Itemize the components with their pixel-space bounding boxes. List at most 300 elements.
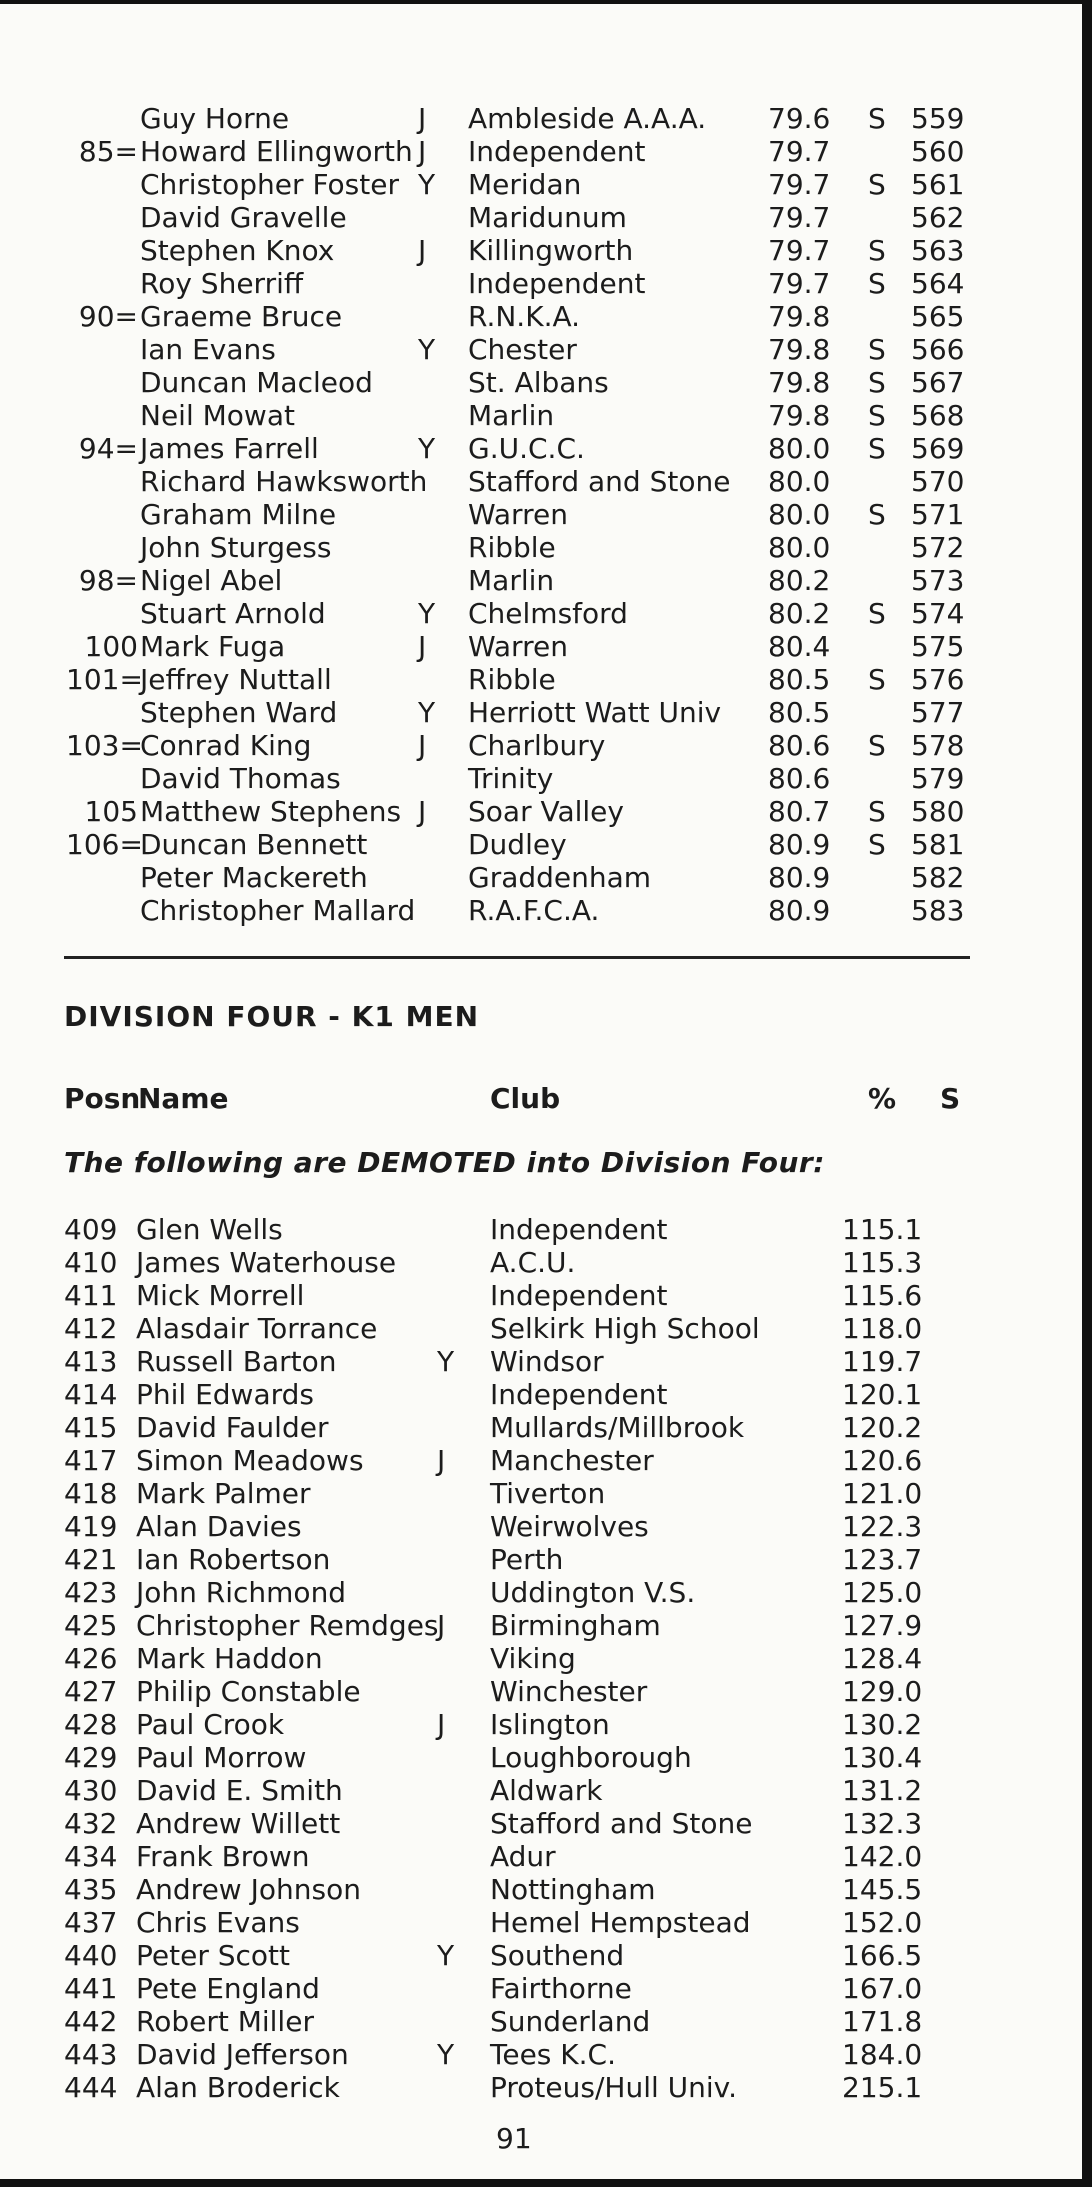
cell-name: James Waterhouse [136, 1246, 397, 1279]
cell-club: Mullards/Millbrook [490, 1411, 745, 1444]
cell-pos: 442 [64, 2005, 118, 2038]
cell-pct: 115.1 [842, 1213, 923, 1246]
cell-club: Independent [490, 1378, 668, 1411]
cell-club: Warren [468, 498, 568, 531]
page-bottom-edge [0, 2179, 1092, 2187]
cell-pct: 123.7 [842, 1543, 923, 1576]
cell-cat: J [418, 234, 427, 267]
cell-club: Hemel Hempstead [490, 1906, 751, 1939]
cell-num: 569 [911, 432, 965, 465]
cell-club: Herriott Watt Univ [468, 696, 722, 729]
cell-pct: 79.8 [768, 366, 831, 399]
cell-pos: 414 [64, 1378, 118, 1411]
table-row [0, 1873, 1080, 1907]
cell-club: Ribble [468, 663, 556, 696]
table-row [0, 1972, 1080, 2006]
table-row [0, 366, 1080, 400]
cell-club: Independent [490, 1279, 668, 1312]
column-header-club: Club [490, 1082, 561, 1115]
cell-name: Mark Fuga [140, 630, 286, 663]
table-row [0, 861, 1080, 895]
cell-s: S [868, 729, 886, 762]
cell-cat: Y [418, 696, 436, 729]
cell-cat: Y [418, 597, 436, 630]
cell-pct: 79.8 [768, 300, 831, 333]
table-row [0, 2038, 1080, 2072]
cell-num: 572 [911, 531, 965, 564]
cell-pct: 215.1 [842, 2071, 923, 2104]
cell-name: Christopher Foster [140, 168, 399, 201]
table-row [0, 1510, 1080, 1544]
cell-cat: Y [418, 432, 436, 465]
table-row [0, 564, 1080, 598]
cell-pos: 425 [64, 1609, 118, 1642]
cell-pct: 80.0 [768, 498, 831, 531]
cell-name: Howard Ellingworth [140, 135, 413, 168]
cell-name: Chris Evans [136, 1906, 300, 1939]
cell-pos: 98= [78, 564, 138, 597]
cell-cat: J [418, 795, 427, 828]
cell-cat: J [437, 1444, 446, 1477]
cell-pct: 80.7 [768, 795, 831, 828]
cell-pct: 79.6 [768, 102, 831, 135]
table-row [0, 1576, 1080, 1610]
cell-pos: 103= [66, 729, 143, 762]
cell-pct: 130.2 [842, 1708, 923, 1741]
table-row [0, 1378, 1080, 1412]
cell-club: G.U.C.C. [468, 432, 585, 465]
cell-num: 559 [911, 102, 965, 135]
cell-name: David Faulder [136, 1411, 329, 1444]
cell-name: Frank Brown [136, 1840, 310, 1873]
cell-pct: 119.7 [842, 1345, 923, 1378]
cell-name: David Gravelle [140, 201, 347, 234]
cell-club: R.N.K.A. [468, 300, 581, 333]
table-row [0, 1642, 1080, 1676]
cell-club: Uddington V.S. [490, 1576, 696, 1609]
table-row [0, 1312, 1080, 1346]
cell-name: David Thomas [140, 762, 341, 795]
cell-club: Ribble [468, 531, 556, 564]
cell-pos: 85= [78, 135, 138, 168]
column-header-percent: % [868, 1082, 897, 1115]
cell-num: 579 [911, 762, 965, 795]
cell-club: Perth [490, 1543, 564, 1576]
cell-cat: J [418, 630, 427, 663]
cell-num: 564 [911, 267, 965, 300]
cell-num: 575 [911, 630, 965, 663]
cell-pct: 80.6 [768, 762, 831, 795]
cell-name: Nigel Abel [140, 564, 283, 597]
cell-pct: 118.0 [842, 1312, 923, 1345]
cell-club: Soar Valley [468, 795, 624, 828]
cell-pos: 435 [64, 1873, 118, 1906]
table-row [0, 1543, 1080, 1577]
cell-num: 571 [911, 498, 965, 531]
table-row [0, 432, 1080, 466]
cell-name: Stuart Arnold [140, 597, 326, 630]
cell-name: Phil Edwards [136, 1378, 314, 1411]
cell-pct: 131.2 [842, 1774, 923, 1807]
cell-name: Neil Mowat [140, 399, 295, 432]
cell-pos: 418 [64, 1477, 118, 1510]
cell-name: Paul Crook [136, 1708, 285, 1741]
table-row [0, 333, 1080, 367]
cell-name: Alan Broderick [136, 2071, 340, 2104]
cell-cat: J [418, 102, 427, 135]
cell-pct: 79.7 [768, 267, 831, 300]
cell-name: Peter Mackereth [140, 861, 368, 894]
cell-pct: 120.1 [842, 1378, 923, 1411]
table-row [0, 2071, 1080, 2105]
cell-pos: 437 [64, 1906, 118, 1939]
table-row [0, 399, 1080, 433]
cell-s: S [868, 267, 886, 300]
cell-pct: 120.6 [842, 1444, 923, 1477]
column-header-posn: Posn [64, 1082, 141, 1115]
table-row [0, 729, 1080, 763]
cell-pos: 434 [64, 1840, 118, 1873]
table-row [0, 1213, 1080, 1247]
cell-club: Fairthorne [490, 1972, 632, 2005]
cell-name: Stephen Knox [140, 234, 335, 267]
cell-s: S [868, 597, 886, 630]
cell-num: 565 [911, 300, 965, 333]
cell-club: Maridunum [468, 201, 627, 234]
cell-name: Pete England [136, 1972, 320, 2005]
section-divider [64, 956, 970, 959]
cell-pos: 423 [64, 1576, 118, 1609]
cell-pos: 426 [64, 1642, 118, 1675]
cell-club: R.A.F.C.A. [468, 894, 600, 927]
cell-pos: 101= [66, 663, 143, 696]
cell-s: S [868, 663, 886, 696]
cell-name: James Farrell [140, 432, 319, 465]
cell-pct: 142.0 [842, 1840, 923, 1873]
cell-club: Nottingham [490, 1873, 656, 1906]
table-row [0, 267, 1080, 301]
page-top-edge [0, 0, 1092, 4]
cell-pct: 80.5 [768, 663, 831, 696]
cell-club: Islington [490, 1708, 610, 1741]
table-row [0, 1741, 1080, 1775]
cell-name: Glen Wells [136, 1213, 283, 1246]
cell-pos: 428 [64, 1708, 118, 1741]
cell-pos: 432 [64, 1807, 118, 1840]
cell-club: Birmingham [490, 1609, 661, 1642]
cell-cat: Y [418, 333, 436, 366]
cell-pct: 80.4 [768, 630, 831, 663]
cell-pos: 415 [64, 1411, 118, 1444]
cell-pct: 80.2 [768, 597, 831, 630]
cell-pct: 79.7 [768, 168, 831, 201]
cell-s: S [868, 102, 886, 135]
cell-name: Ian Robertson [136, 1543, 331, 1576]
cell-s: S [868, 828, 886, 861]
cell-cat: Y [437, 1939, 455, 1972]
cell-club: Selkirk High School [490, 1312, 760, 1345]
cell-cat: Y [437, 2038, 455, 2071]
table-row [0, 1609, 1080, 1643]
cell-club: Weirwolves [490, 1510, 649, 1543]
cell-name: Conrad King [140, 729, 312, 762]
cell-club: Aldwark [490, 1774, 603, 1807]
cell-num: 574 [911, 597, 965, 630]
cell-name: Peter Scott [136, 1939, 290, 1972]
cell-pct: 80.9 [768, 828, 831, 861]
table-row [0, 300, 1080, 334]
cell-pos: 94= [78, 432, 138, 465]
cell-num: 568 [911, 399, 965, 432]
cell-club: Stafford and Stone [490, 1807, 753, 1840]
cell-s: S [868, 432, 886, 465]
table-row [0, 696, 1080, 730]
cell-num: 562 [911, 201, 965, 234]
table-row [0, 1906, 1080, 1940]
cell-name: Ian Evans [140, 333, 276, 366]
cell-num: 578 [911, 729, 965, 762]
cell-pct: 145.5 [842, 1873, 923, 1906]
cell-pct: 171.8 [842, 2005, 923, 2038]
cell-num: 583 [911, 894, 965, 927]
cell-name: Duncan Macleod [140, 366, 373, 399]
cell-cat: J [418, 729, 427, 762]
cell-pct: 130.4 [842, 1741, 923, 1774]
cell-club: Loughborough [490, 1741, 692, 1774]
cell-s: S [868, 399, 886, 432]
cell-club: Chelmsford [468, 597, 628, 630]
cell-cat: J [437, 1708, 446, 1741]
cell-pct: 80.0 [768, 531, 831, 564]
cell-s: S [868, 366, 886, 399]
cell-name: Richard Hawksworth [140, 465, 428, 498]
table-row [0, 465, 1080, 499]
cell-name: John Richmond [136, 1576, 347, 1609]
cell-club: St. Albans [468, 366, 609, 399]
cell-pos: 444 [64, 2071, 118, 2104]
table-row [0, 2005, 1080, 2039]
cell-club: Southend [490, 1939, 625, 1972]
cell-club: Tees K.C. [490, 2038, 616, 2071]
column-header-s: S [940, 1082, 961, 1115]
cell-pos: 429 [64, 1741, 118, 1774]
table-row [0, 1939, 1080, 1973]
cell-club: A.C.U. [490, 1246, 576, 1279]
cell-club: Tiverton [490, 1477, 606, 1510]
table-row [0, 762, 1080, 796]
cell-s: S [868, 333, 886, 366]
table-row [0, 1807, 1080, 1841]
cell-club: Ambleside A.A.A. [468, 102, 707, 135]
table-row [0, 1411, 1080, 1445]
cell-num: 570 [911, 465, 965, 498]
cell-pct: 80.2 [768, 564, 831, 597]
cell-pct: 122.3 [842, 1510, 923, 1543]
table-row [0, 1774, 1080, 1808]
cell-s: S [868, 498, 886, 531]
cell-num: 560 [911, 135, 965, 168]
cell-club: Warren [468, 630, 568, 663]
cell-name: Christopher Mallard [140, 894, 416, 927]
cell-name: David E. Smith [136, 1774, 343, 1807]
cell-num: 573 [911, 564, 965, 597]
cell-pos: 106= [66, 828, 143, 861]
cell-num: 563 [911, 234, 965, 267]
table-row [0, 1279, 1080, 1313]
cell-pos: 413 [64, 1345, 118, 1378]
cell-num: 577 [911, 696, 965, 729]
cell-name: Andrew Willett [136, 1807, 341, 1840]
cell-pct: 167.0 [842, 1972, 923, 2005]
table-row [0, 1345, 1080, 1379]
cell-num: 582 [911, 861, 965, 894]
cell-pct: 129.0 [842, 1675, 923, 1708]
table-row [0, 597, 1080, 631]
cell-club: Marlin [468, 399, 555, 432]
cell-pos: 441 [64, 1972, 118, 2005]
cell-name: Graeme Bruce [140, 300, 343, 333]
cell-pct: 125.0 [842, 1576, 923, 1609]
demoted-subtitle: The following are DEMOTED into Division Four: [64, 1146, 825, 1179]
cell-pct: 132.3 [842, 1807, 923, 1840]
cell-cat: Y [437, 1345, 455, 1378]
cell-club: Trinity [468, 762, 554, 795]
cell-s: S [868, 168, 886, 201]
table-row [0, 1840, 1080, 1874]
cell-pct: 79.7 [768, 201, 831, 234]
cell-pos: 430 [64, 1774, 118, 1807]
cell-pct: 80.6 [768, 729, 831, 762]
page-number: 91 [496, 2122, 532, 2155]
cell-pos: 410 [64, 1246, 118, 1279]
cell-pos: 105 [84, 795, 138, 828]
table-row [0, 498, 1080, 532]
cell-pct: 80.9 [768, 894, 831, 927]
cell-cat: J [418, 135, 427, 168]
table-row [0, 1246, 1080, 1280]
cell-club: Charlbury [468, 729, 606, 762]
cell-pct: 79.7 [768, 234, 831, 267]
cell-club: Proteus/Hull Univ. [490, 2071, 737, 2104]
cell-pos: 100 [84, 630, 138, 663]
table-row [0, 1444, 1080, 1478]
cell-num: 566 [911, 333, 965, 366]
cell-club: Adur [490, 1840, 556, 1873]
cell-pct: 152.0 [842, 1906, 923, 1939]
cell-club: Killingworth [468, 234, 634, 267]
cell-club: Meridan [468, 168, 582, 201]
cell-club: Sunderland [490, 2005, 651, 2038]
cell-pos: 90= [78, 300, 138, 333]
table-row [0, 531, 1080, 565]
cell-pos: 443 [64, 2038, 118, 2071]
cell-club: Viking [490, 1642, 576, 1675]
cell-pct: 79.8 [768, 399, 831, 432]
cell-club: Windsor [490, 1345, 604, 1378]
cell-name: Stephen Ward [140, 696, 338, 729]
cell-pos: 412 [64, 1312, 118, 1345]
cell-name: Mick Morrell [136, 1279, 305, 1312]
cell-pos: 417 [64, 1444, 118, 1477]
cell-name: Andrew Johnson [136, 1873, 361, 1906]
column-header-name: Name [138, 1082, 229, 1115]
cell-pct: 79.7 [768, 135, 831, 168]
cell-num: 580 [911, 795, 965, 828]
cell-name: Alan Davies [136, 1510, 302, 1543]
table-row [0, 828, 1080, 862]
cell-club: Dudley [468, 828, 567, 861]
cell-name: Mark Palmer [136, 1477, 311, 1510]
cell-num: 581 [911, 828, 965, 861]
cell-name: Christopher Remdges [136, 1609, 439, 1642]
cell-club: Independent [468, 267, 646, 300]
cell-club: Independent [468, 135, 646, 168]
cell-name: Graham Milne [140, 498, 337, 531]
cell-num: 567 [911, 366, 965, 399]
cell-name: Duncan Bennett [140, 828, 368, 861]
table-row [0, 168, 1080, 202]
cell-cat: J [437, 1609, 446, 1642]
cell-name: Simon Meadows [136, 1444, 364, 1477]
cell-name: Paul Morrow [136, 1741, 307, 1774]
cell-pct: 79.8 [768, 333, 831, 366]
table-row [0, 1477, 1080, 1511]
table-row [0, 663, 1080, 697]
cell-name: Robert Miller [136, 2005, 314, 2038]
table-row [0, 234, 1080, 268]
cell-name: Philip Constable [136, 1675, 361, 1708]
table-row [0, 1675, 1080, 1709]
cell-name: Russell Barton [136, 1345, 337, 1378]
cell-club: Chester [468, 333, 577, 366]
cell-name: Jeffrey Nuttall [140, 663, 332, 696]
table-row [0, 795, 1080, 829]
cell-pct: 121.0 [842, 1477, 923, 1510]
cell-club: Manchester [490, 1444, 654, 1477]
cell-pos: 409 [64, 1213, 118, 1246]
table-row [0, 135, 1080, 169]
table-row [0, 201, 1080, 235]
cell-name: Guy Horne [140, 102, 290, 135]
cell-name: Alasdair Torrance [136, 1312, 378, 1345]
cell-s: S [868, 234, 886, 267]
cell-club: Marlin [468, 564, 555, 597]
cell-pos: 427 [64, 1675, 118, 1708]
cell-name: Matthew Stephens [140, 795, 402, 828]
cell-pos: 421 [64, 1543, 118, 1576]
cell-pos: 411 [64, 1279, 118, 1312]
cell-pct: 80.9 [768, 861, 831, 894]
cell-pct: 80.0 [768, 432, 831, 465]
cell-club: Stafford and Stone [468, 465, 731, 498]
cell-club: Winchester [490, 1675, 648, 1708]
table-row [0, 102, 1080, 136]
cell-name: Roy Sherriff [140, 267, 304, 300]
cell-pct: 127.9 [842, 1609, 923, 1642]
cell-name: David Jefferson [136, 2038, 349, 2071]
cell-num: 576 [911, 663, 965, 696]
table-row [0, 630, 1080, 664]
cell-pct: 115.6 [842, 1279, 923, 1312]
cell-pct: 115.3 [842, 1246, 923, 1279]
table-row [0, 894, 1080, 928]
cell-s: S [868, 795, 886, 828]
cell-pct: 80.5 [768, 696, 831, 729]
cell-pos: 419 [64, 1510, 118, 1543]
cell-pos: 440 [64, 1939, 118, 1972]
cell-name: Mark Haddon [136, 1642, 323, 1675]
cell-name: John Sturgess [140, 531, 332, 564]
